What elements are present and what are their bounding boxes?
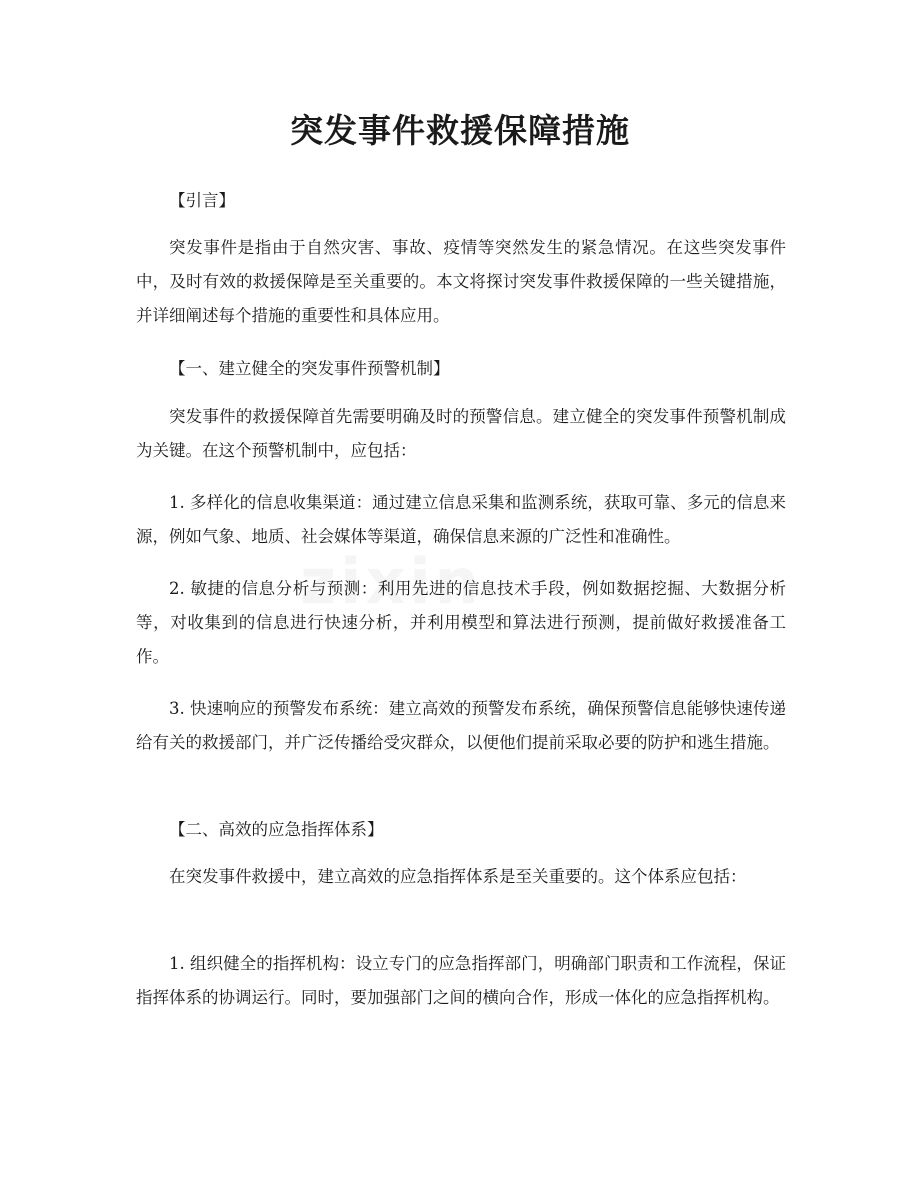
section-2-heading: 【二、高效的应急指挥体系】	[169, 820, 384, 839]
section-1-paragraph: 突发事件的救援保障首先需要明确及时的预警信息。建立健全的突发事件预警机制成为关键。在这个预警机制中，应包括：	[136, 407, 786, 460]
document-title: 突发事件救援保障措施	[290, 111, 630, 150]
section-1-item-3: 3. 快速响应的预警发布系统：建立高效的预警发布系统，确保预警信息能够快速传递给有关的救援部门，并广泛传播给受灾群众，以便他们提前采取必要的防护和逃生措施。	[136, 699, 786, 752]
watermark: zixin	[300, 545, 483, 618]
section-2-item-1: 1. 组织健全的指挥机构：设立专门的应急指挥部门，明确部门职责和工作流程，保证指挥体系的协调运行。同时，要加强部门之间的横向合作，形成一体化的应急指挥机构。	[136, 954, 786, 1007]
intro-heading: 【引言】	[169, 191, 235, 210]
section-2-paragraph: 在突发事件救援中，建立高效的应急指挥体系是至关重要的。这个体系应包括：	[169, 867, 747, 886]
section-1-item-2: 2. 敏捷的信息分析与预测：利用先进的信息技术手段，例如数据挖掘、大数据分析等，对收集到的信息进行快速分析，并利用模型和算法进行预测，提前做好救援准备工作。	[136, 579, 786, 666]
intro-paragraph: 突发事件是指由于自然灾害、事故、疫情等突然发生的紧急情况。在这些突发事件中，及时有效的救援保障是至关重要的。本文将探讨突发事件救援保障的一些关键措施，并详细阐述每个措施的重要性和具体应用。	[136, 238, 786, 325]
section-1-heading: 【一、建立健全的突发事件预警机制】	[169, 359, 450, 378]
section-1-item-1: 1. 多样化的信息收集渠道：通过建立信息采集和监测系统，获取可靠、多元的信息来源，例如气象、地质、社会媒体等渠道，确保信息来源的广泛性和准确性。	[136, 493, 786, 546]
